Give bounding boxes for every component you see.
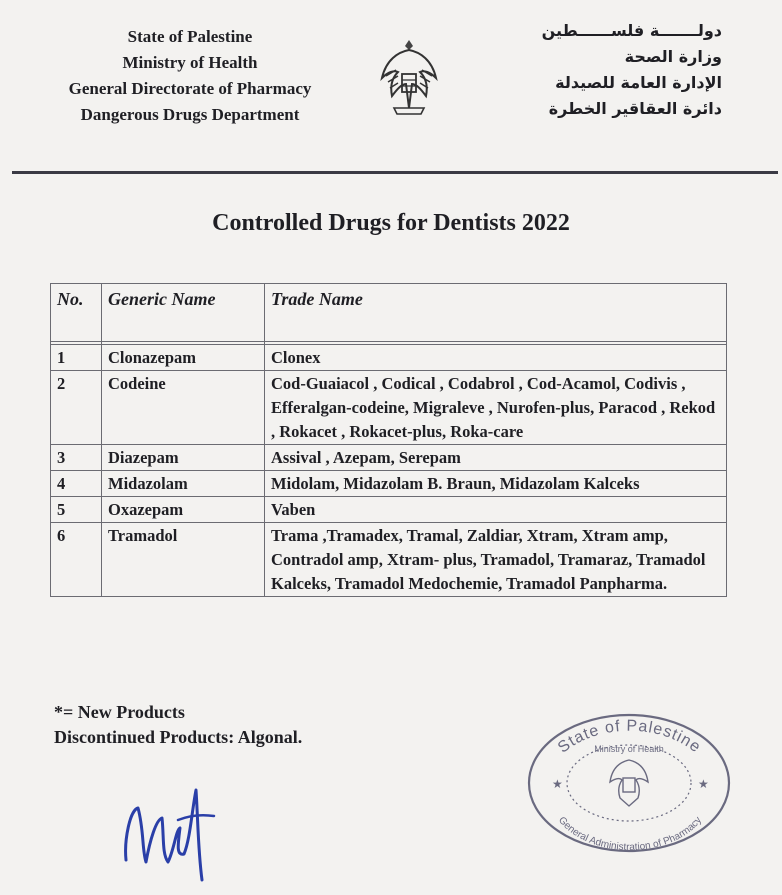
row-number: 4 xyxy=(51,471,102,497)
stamp-eagle-icon xyxy=(610,760,648,806)
generic-name: Codeine xyxy=(102,371,265,445)
header-english-block xyxy=(30,24,350,128)
handwritten-signature xyxy=(118,770,228,890)
generic-name: Oxazepam xyxy=(102,497,265,523)
new-products-note: *= New Products xyxy=(54,702,185,722)
palestine-eagle-emblem xyxy=(378,38,440,118)
trade-names: Midolam, Midazolam B. Braun, Midazolam Kalceks xyxy=(265,471,727,497)
header-state-line: State of Palestine xyxy=(127,27,253,46)
table-row xyxy=(51,345,727,371)
header-arabic-ministry-line: وزارة الصحة xyxy=(624,47,722,66)
discontinued-products-note: Discontinued Products: Algonal. xyxy=(54,727,303,747)
generic-name: Diazepam xyxy=(102,445,265,471)
table-row xyxy=(51,445,727,471)
trade-names: Trama ,Tramadex, Tramal, Zaldiar, Xtram, Xtram amp, Contradol amp, Xtram- plus, Tramadol, Tramaraz, Tramadol Kalceks, Tramadol Medochemie, Tramadol Panpharma. xyxy=(265,523,727,597)
document-title: Controlled Drugs for Dentists 2022 xyxy=(212,210,570,236)
table-row xyxy=(51,523,727,597)
table-row xyxy=(51,371,727,445)
header-department-line: Dangerous Drugs Department xyxy=(80,105,300,124)
trade-names: Vaben xyxy=(265,497,727,523)
svg-text:General Administration of Phar xyxy=(556,815,704,853)
generic-name: Clonazepam xyxy=(102,345,265,371)
table-row xyxy=(51,497,727,523)
row-number: 2 xyxy=(51,371,102,445)
stamp-bottom-text: General Administration of Pharmacy xyxy=(555,814,705,853)
header-directorate-line: General Directorate of Pharmacy xyxy=(68,79,312,98)
stamp-top-text: State of Palestine xyxy=(554,717,705,757)
table-header-row xyxy=(51,284,727,342)
header-divider xyxy=(12,171,778,174)
row-number: 1 xyxy=(51,345,102,371)
svg-text:★: ★ xyxy=(698,777,709,791)
drugs-table xyxy=(50,283,727,597)
column-header-generic: Generic Name xyxy=(102,284,265,342)
row-number: 3 xyxy=(51,445,102,471)
trade-names: Assival , Azepam, Serepam xyxy=(265,445,727,471)
trade-names: Cod-Guaiacol , Codical , Codabrol , Cod-Acamol, Codivis , Efferalgan-codeine, Migraleve , Nurofen-plus, Paracod , Rekod , Rokacet , Rokacet-plus, Roka-care xyxy=(265,371,727,445)
header-ministry-line: Ministry of Health xyxy=(122,53,258,72)
header-arabic-state-line: دولـــــــة فلســــــطين xyxy=(541,21,722,40)
generic-name: Tramadol xyxy=(102,523,265,597)
header-arabic-directorate-line: الإدارة العامة للصيدلة xyxy=(555,73,722,92)
row-number: 6 xyxy=(51,523,102,597)
svg-text:★: ★ xyxy=(552,777,563,791)
trade-names: Clonex xyxy=(265,345,727,371)
row-number: 5 xyxy=(51,497,102,523)
column-header-trade: Trade Name xyxy=(265,284,727,342)
ministry-stamp xyxy=(522,708,737,853)
notes-block xyxy=(54,700,302,750)
header-arabic-department-line: دائرة العقاقير الخطرة xyxy=(548,99,722,118)
header-arabic-block xyxy=(522,18,722,122)
stamp-middle-text: Ministry of Health xyxy=(594,744,664,754)
generic-name: Midazolam xyxy=(102,471,265,497)
table-row xyxy=(51,471,727,497)
column-header-no: No. xyxy=(51,284,102,342)
